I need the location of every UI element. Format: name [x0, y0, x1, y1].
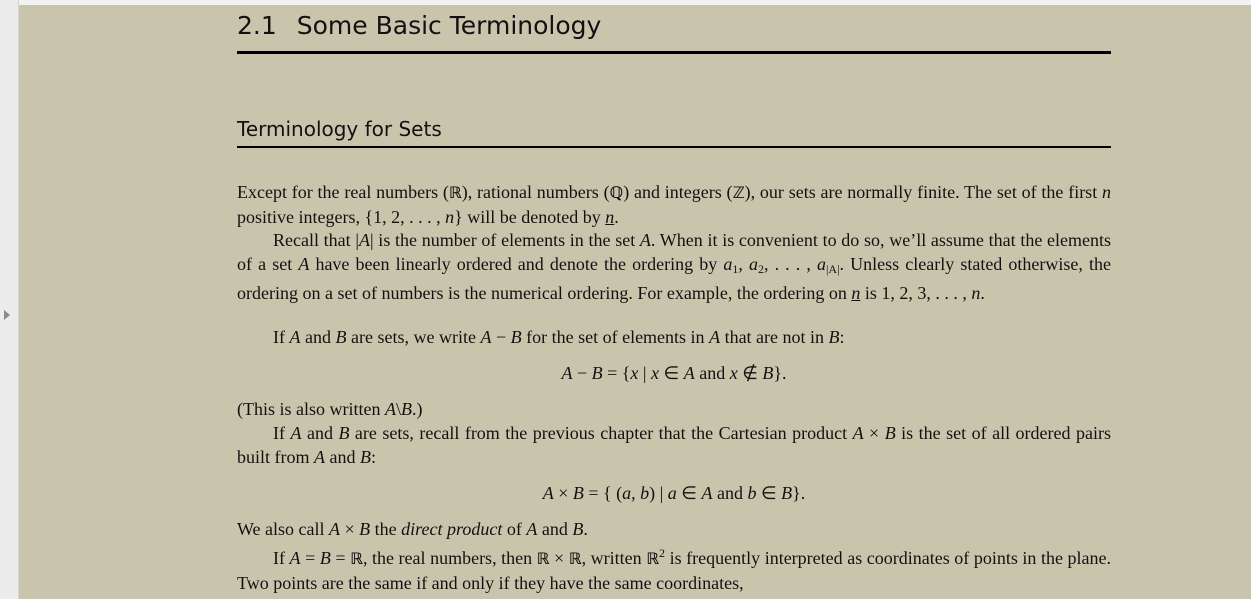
- text-run: ,: [738, 254, 749, 274]
- text-run: B: [762, 363, 774, 383]
- text-run: A: [384, 399, 396, 419]
- text-run: } will be denoted by: [454, 207, 606, 227]
- text-run: ℝ: [536, 549, 550, 568]
- text-run: B: [572, 483, 584, 503]
- text-run: have been linearly ordered and denote the ordering by: [309, 254, 724, 274]
- text-run: If: [273, 327, 290, 347]
- text-run: ∈: [659, 363, 684, 383]
- equation-set-difference: [237, 361, 1111, 385]
- text-run: ,: [631, 483, 641, 503]
- text-run: Except for the real numbers (: [237, 182, 449, 202]
- text-run: 2: [757, 262, 764, 276]
- text-run: B: [319, 548, 331, 568]
- text-run: \: [395, 399, 401, 419]
- text-run: n: [971, 283, 981, 303]
- text-run: a: [748, 254, 758, 274]
- text-run: A: [561, 363, 573, 383]
- text-run: 1: [732, 262, 739, 276]
- sidebar-panel: [0, 0, 19, 599]
- text-run: |A|: [826, 262, 840, 276]
- text-run: = {: [602, 363, 631, 383]
- text-run: ℚ: [609, 183, 624, 202]
- text-run: }.: [792, 483, 806, 503]
- text-run: and: [325, 447, 360, 467]
- text-run: a: [622, 483, 632, 503]
- text-run: A: [683, 363, 695, 383]
- text-run: A: [542, 483, 554, 503]
- text-run: −: [572, 363, 592, 383]
- text-run: :: [839, 327, 845, 347]
- text-run: B: [359, 519, 371, 539]
- text-run: are sets, recall from the previous chapter that the Cartesian product: [349, 423, 853, 443]
- text-run: are sets, we write: [346, 327, 481, 347]
- text-run: , written: [581, 548, 647, 568]
- text-run: positive integers, {1, 2, . . . ,: [237, 207, 446, 227]
- text-run: . When it is convenient to do so, we’ll assume that the elements of a set: [237, 230, 1111, 274]
- text-run: ×: [340, 519, 360, 539]
- text-run: (This is also written: [237, 399, 385, 419]
- text-run: that are not in: [720, 327, 829, 347]
- text-run: x: [630, 363, 639, 383]
- text-run: n: [605, 207, 615, 227]
- text-run: Recall that |: [273, 230, 359, 250]
- text-run: ℤ: [732, 183, 745, 202]
- paragraph-cartesian: [237, 421, 1111, 469]
- paragraph-intro: [237, 180, 1111, 229]
- text-run: is 1, 2, 3, . . . ,: [860, 283, 972, 303]
- text-run: A: [290, 423, 302, 443]
- text-run: .: [614, 207, 619, 227]
- text-run: x: [651, 363, 660, 383]
- text-run: A: [852, 423, 864, 443]
- text-run: ∉: [737, 363, 763, 383]
- text-run: is frequently interpreted as coordinates of points in the plane. Two points are the same if and only if they have the same coordinates,: [237, 548, 1111, 593]
- text-run: ), our sets are normally finite. The set of the first: [744, 182, 1102, 202]
- section-title: Some Basic Terminology: [296, 11, 602, 40]
- text-run: ∈: [756, 483, 782, 503]
- text-run: . Unless clearly stated otherwise, the ordering on a set of numbers is the numerical ordering. For example, the ordering on: [237, 254, 1112, 303]
- text-run: 2: [659, 546, 666, 560]
- text-run: −: [491, 327, 511, 347]
- text-run: If: [273, 423, 291, 443]
- text-run: A: [298, 254, 310, 274]
- text-run: ∈: [676, 483, 702, 503]
- text-run: direct product: [401, 519, 503, 539]
- text-run: b: [640, 483, 650, 503]
- subsection-heading: Terminology for Sets: [237, 117, 442, 141]
- section-heading: [237, 11, 601, 40]
- text-run: If: [273, 548, 290, 568]
- text-run: a: [817, 254, 827, 274]
- section-rule: [237, 51, 1111, 54]
- text-run: A: [639, 230, 651, 250]
- text-run: ), rational numbers (: [461, 182, 610, 202]
- text-run: and: [694, 363, 730, 383]
- text-run: of: [502, 519, 527, 539]
- text-run: n: [445, 207, 455, 227]
- text-run: ×: [549, 548, 569, 568]
- text-run: ℝ: [350, 549, 363, 568]
- text-run: .: [980, 283, 985, 303]
- text-run: ) |: [649, 483, 668, 503]
- paragraph-plane: [237, 541, 1111, 595]
- text-run: |: [638, 363, 652, 383]
- text-run: n: [1102, 182, 1111, 202]
- equation-cartesian-product: [237, 481, 1111, 505]
- text-run: A: [314, 447, 325, 467]
- sidebar-expand-arrow-icon[interactable]: [4, 310, 10, 320]
- text-run: B: [360, 447, 371, 467]
- text-run: A: [709, 327, 721, 347]
- text-run: .): [412, 399, 423, 419]
- text-run: ℝ: [568, 549, 582, 568]
- text-run: and: [537, 519, 573, 539]
- text-run: :: [371, 447, 377, 467]
- text-run: A: [289, 548, 301, 568]
- text-run: A: [329, 519, 341, 539]
- text-run: A: [359, 230, 370, 250]
- text-run: ) and integers (: [623, 182, 733, 202]
- text-run: B: [401, 399, 412, 419]
- text-run: A: [480, 327, 492, 347]
- text-run: A: [289, 327, 301, 347]
- text-run: B: [338, 423, 350, 443]
- text-run: is the set of all ordered pairs built from: [237, 423, 1112, 467]
- document-page: [19, 5, 1251, 599]
- text-run: ×: [553, 483, 573, 503]
- text-run: }.: [773, 363, 787, 383]
- text-run: x: [729, 363, 738, 383]
- text-run: B: [884, 423, 896, 443]
- text-run: B: [781, 483, 793, 503]
- text-run: B: [591, 363, 603, 383]
- text-run: A: [526, 519, 538, 539]
- text-run: =: [300, 548, 320, 568]
- paragraph-difference: [237, 325, 1111, 349]
- subsection-rule: [237, 146, 1111, 148]
- text-run: a: [723, 254, 733, 274]
- text-run: B: [510, 327, 522, 347]
- paragraph-ordering: [237, 228, 1111, 305]
- text-run: n: [851, 283, 861, 303]
- text-run: A: [701, 483, 713, 503]
- text-run: ×: [863, 423, 885, 443]
- text-run: = { (: [583, 483, 623, 503]
- text-run: B: [828, 327, 840, 347]
- text-run: ℝ: [448, 183, 462, 202]
- text-run: , . . . ,: [763, 254, 818, 274]
- text-run: =: [330, 548, 351, 568]
- text-run: for the set of elements in: [521, 327, 710, 347]
- paragraph-direct-product: [237, 517, 1111, 541]
- text-run: .: [583, 519, 588, 539]
- text-run: and: [301, 423, 339, 443]
- text-run: a: [667, 483, 677, 503]
- text-run: , the real numbers, then: [362, 548, 537, 568]
- text-run: B: [335, 327, 347, 347]
- section-number: 2.1: [237, 11, 277, 40]
- paragraph-backslash: [237, 397, 1111, 421]
- text-run: ℝ: [646, 549, 660, 568]
- text-run: the: [370, 519, 402, 539]
- text-run: b: [747, 483, 757, 503]
- text-run: | is the number of elements in the set: [370, 230, 640, 250]
- text-run: B: [572, 519, 584, 539]
- text-run: We also call: [237, 519, 330, 539]
- text-run: and: [300, 327, 336, 347]
- text-run: and: [712, 483, 748, 503]
